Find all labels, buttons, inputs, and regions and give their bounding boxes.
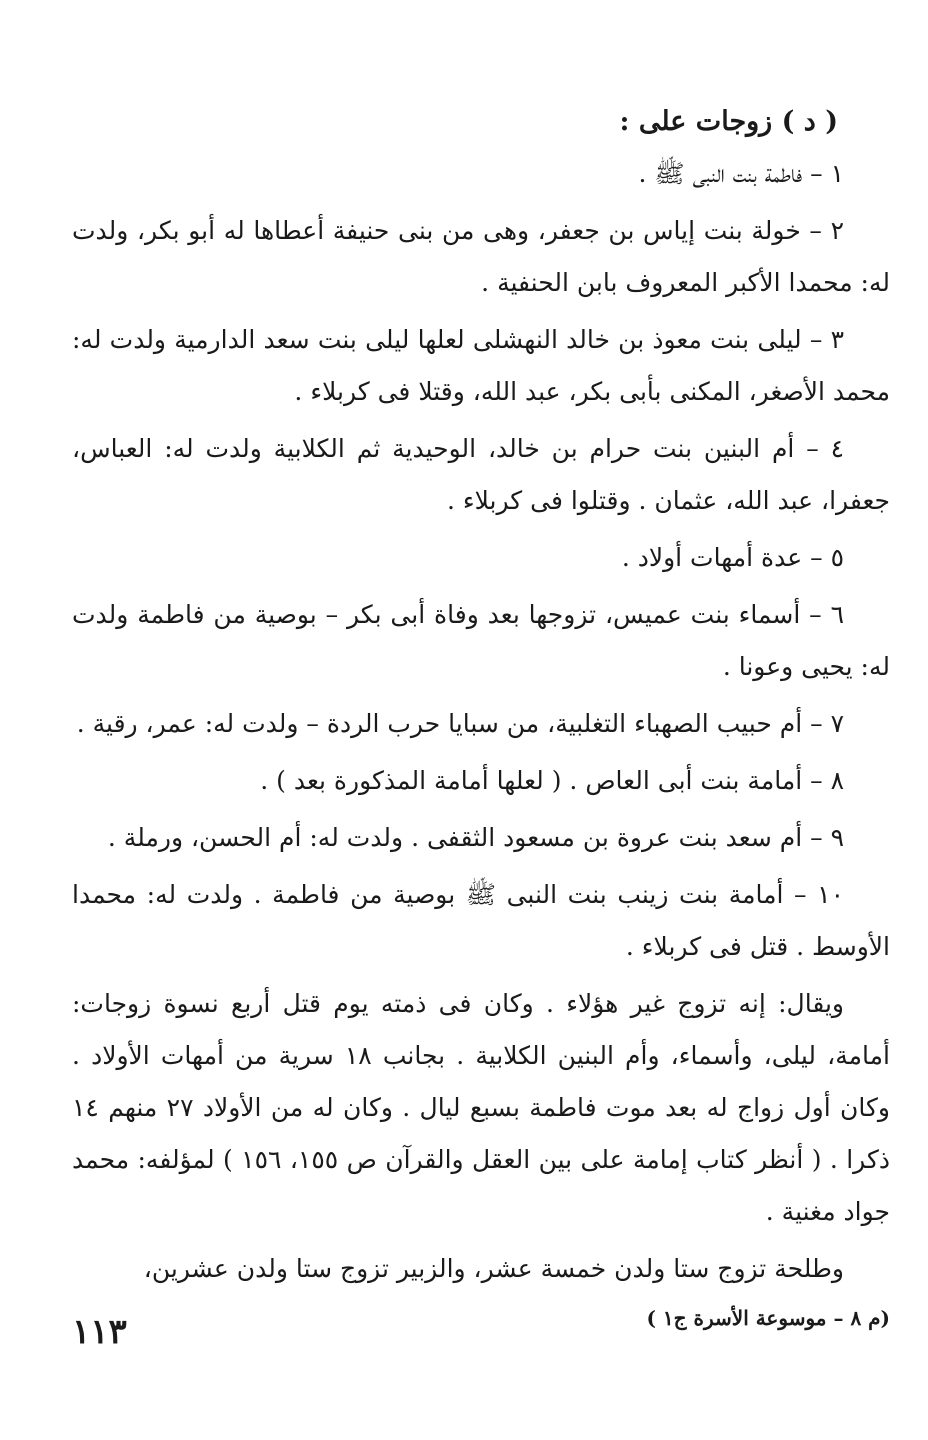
list-item: ٢ – خولة بنت إياس بن جعفر، وهى من بنى حنيفة أعطاها له أبو بكر، ولدت له: محمدا الأكبر المعروف بابن الحنفية . xyxy=(72,216,890,297)
list-item: ٧ – أم حبيب الصهباء التغلبية، من سبايا حرب الردة – ولدت له: عمر، رقية . xyxy=(76,709,844,738)
page-body xyxy=(72,96,890,1295)
body-paragraph: ويقال: إنه تزوج غير هؤلاء . وكان فى ذمته يوم قتل أربع نسوة زوجات: أمامة، ليلى، وأسماء، وأم البنين الكلابية . بجانب ١٨ سرية من أمهات الأولاد . وكان أول زواج له بعد موت فاطمة بسبع ليال . وكان له من الأولاد ٢٧ منهم ١٤ ذكرا . ( أنظر كتاب إمامة على بين العقل والقرآن ص ١٥٥، ١٥٦ ) لمؤلفه: محمد جواد مغنية . xyxy=(72,989,890,1226)
page-number: ١١٣ xyxy=(72,1312,127,1352)
page-footer xyxy=(72,1302,890,1362)
list-item: ٥ – عدة أمهات أولاد . xyxy=(621,543,844,572)
list-item: ١ – فاطمة بنت النبى ﷺ . xyxy=(638,159,844,188)
list-item: ٩ – أم سعد بنت عروة بن مسعود الثقفى . ولدت له: أم الحسن، ورملة . xyxy=(107,823,844,852)
section-heading: ( د ) زوجات على : xyxy=(619,106,838,137)
list-item: ٤ – أم البنين بنت حرام بن خالد، الوحيدية ثم الكلابية ولدت له: العباس، جعفرا، عبد الله، عثمان . وقتلوا فى كربلاء . xyxy=(72,434,890,515)
series-note: (م ٨ – موسوعة الأسرة ج١ ) xyxy=(646,1306,890,1330)
list-item: ٦ – أسماء بنت عميس، تزوجها بعد وفاة أبى بكر – بوصية من فاطمة ولدت له: يحيى وعونا . xyxy=(72,600,890,681)
list-item: ٣ – ليلى بنت معوذ بن خالد النهشلى لعلها ليلى بنت سعد الدارمية ولدت له: محمد الأصغر، المكنى بأبى بكر، عبد الله، وقتلا فى كربلاء . xyxy=(72,325,890,406)
list-item: ٨ – أمامة بنت أبى العاص . ( لعلها أمامة المذكورة بعد ) . xyxy=(260,766,844,795)
body-paragraph: وطلحة تزوج ستا ولدن خمسة عشر، والزبير تزوج ستا ولدن عشرين، xyxy=(143,1254,844,1283)
list-item: ١٠ – أمامة بنت زينب بنت النبى ﷺ بوصية من فاطمة . ولدت له: محمدا الأوسط . قتل فى كربلاء . xyxy=(72,880,890,961)
